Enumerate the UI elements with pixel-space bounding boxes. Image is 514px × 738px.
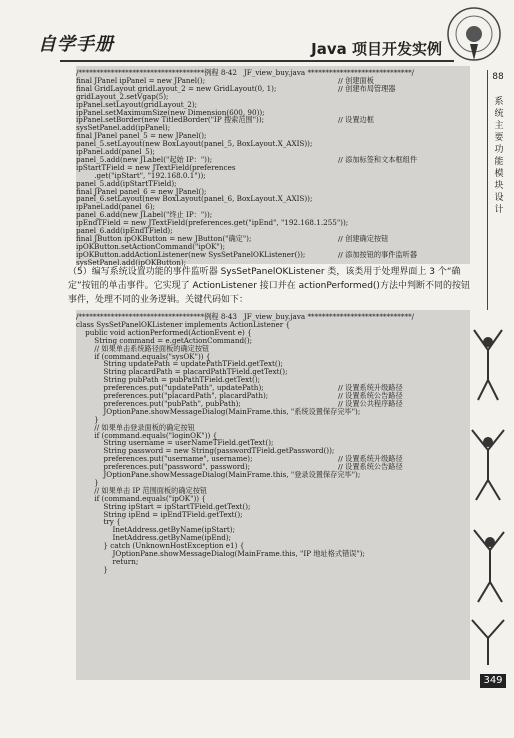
code-text: String placardPath = placardPathTField.getText(); [76, 367, 288, 377]
code-text: try { [76, 517, 121, 527]
code-text: ipOKButton.addActionListener(new SysSetPanelOKListener()); [76, 249, 306, 259]
code-text: } [76, 477, 99, 487]
code-text: ipPanel.add(panel_6); [76, 202, 155, 212]
code-text: gridLayout_2.setVgap(5); [76, 91, 169, 101]
code-text: JOptionPane.showMessageDialog(MainFrame.this, "IP 地址格式错误"); [76, 549, 365, 558]
code-text: preferences.put("updatePath", updatePath); [76, 383, 264, 393]
book-title: Java 项目开发实例 [311, 40, 442, 58]
code-text: String ipStart = ipStartTField.getText(); [76, 501, 251, 511]
code-text: public void actionPerformed(ActionEvent e) { [76, 327, 252, 337]
code-text: preferences.put("username", username); [76, 454, 253, 464]
page-number: 349 [480, 674, 506, 688]
code-text: InetAddress.getByName(ipStart); [76, 525, 235, 535]
side-section-title: 系统主要功能模块设计 [494, 97, 504, 215]
code-text: ipPanel.setBorder(new TitledBorder("IP 搜索范围")); [76, 115, 265, 125]
code-text: preferences.put("pubPath", pubPath); [76, 398, 241, 408]
code-text: final JButton ipOKButton = new JButton("确定"); [76, 233, 252, 243]
code-text: String ipEnd = ipEndTField.getText(); [76, 509, 243, 519]
code-comment: // 设置边框 [338, 115, 374, 125]
code-text: String password = new String(passwordTField.getPassword()); [76, 446, 335, 456]
code-text: InetAddress.getByName(ipEnd); [76, 533, 232, 543]
code-text: } [76, 564, 108, 574]
code-text: ipPanel.setLayout(gridLayout_2); [76, 99, 198, 109]
code-text: // 如果单击 IP 范围面板的确定按钮 [76, 485, 208, 495]
code-comment: // 设置系统升级路径 [338, 383, 403, 393]
code-comment: // 设置公共程序路径 [338, 398, 403, 408]
code-text: // 如果单击登录面板的确定按钮 [76, 422, 195, 432]
decorative-figures [464, 320, 512, 680]
code-comment: // 添加标签和文本框组件 [338, 154, 418, 164]
side-page-ref: 88 [492, 72, 504, 82]
code-text: panel_5.setLayout(new BoxLayout(panel_5, BoxLayout.X_AXIS)); [76, 139, 313, 149]
code-text: final JPanel panel_5 = new JPanel(); [76, 131, 207, 141]
code-text: sysSetPanel.add(ipOKButton); [76, 257, 187, 267]
code-text: .get("ipStart", "192.168.0.1")); [76, 170, 206, 180]
code-comment: // 添加按钮的事件监听器 [338, 249, 418, 259]
code-text: sysSetPanel.add(ipPanel); [76, 123, 171, 133]
code-text: final JPanel ipPanel = new JPanel(); [76, 75, 206, 85]
page-header [0, 0, 514, 66]
code-line [76, 565, 470, 574]
code-text: String updatePath = updatePathTField.getText(); [76, 359, 283, 369]
code-text: preferences.put("placardPath", placardPath); [76, 391, 269, 400]
code-text: ipPanel.add(panel_5); [76, 147, 155, 156]
code-text: ipStartTField = new JTextField(preferences [76, 162, 236, 172]
code-text: class SysSetPanelOKListener implements ActionListener { [76, 319, 291, 329]
code-comment: // 创建确定按钮 [338, 233, 389, 243]
code-text: if (command.equals("loginOK")) { [76, 430, 218, 440]
code-text: /***********************************例程 8-42 JF_view_buy.java *****************************/ [76, 68, 415, 77]
code-comment: // 创建面板 [338, 75, 374, 85]
code-comment: // 设置系统公告路径 [338, 391, 403, 400]
peacock-illustration [444, 4, 506, 66]
code-text: panel_5.add(ipStartTField); [76, 178, 177, 188]
code-text: } [76, 414, 99, 424]
code-text: preferences.put("password", password); [76, 462, 251, 472]
code-text: ipEndTField = new JTextField(preferences.get("ipEnd", "192.168.1.255")); [76, 218, 349, 228]
code-text: if (command.equals("sysOK")) { [76, 351, 211, 361]
code-text: final GridLayout gridLayout_2 = new GridLayout(0, 1); [76, 83, 277, 93]
series-logo: 自学手册 [38, 34, 114, 55]
code-text: if (command.equals("ipOK")) { [76, 493, 206, 503]
code-text: /***********************************例程 8-43 JF_view_buy.java *****************************/ [76, 312, 415, 321]
body-paragraph: （5）编写系统设置功能的事件监听器 SysSetPanelOKListener 类，该类用于处理界面上 3 个“确定”按钮的单击事件。它实现了 ActionListener 接口并在 actionPerformed()方法中判断不同的按钮事件，处理不同的业务逻辑。关键代码如下： [68, 267, 470, 305]
code-text: JOptionPane.showMessageDialog(MainFrame.this, "登录设置保存完毕"); [76, 470, 361, 479]
code-block-8-42 [76, 66, 470, 267]
code-comment: // 设置系统公告路径 [338, 462, 403, 472]
code-block-8-43 [76, 310, 470, 680]
header-rule [60, 60, 454, 62]
code-text: // 如果单击系统路径面板的确定按钮 [76, 343, 210, 353]
code-comment: // 创建布局管理器 [338, 83, 396, 93]
code-text: final JPanel panel_6 = new JPanel(); [76, 186, 207, 196]
code-text: panel_6.add(new JLabel("终止 IP：")); [76, 210, 213, 220]
code-text: panel_6.setLayout(new BoxLayout(panel_6, BoxLayout.X_AXIS)); [76, 194, 313, 204]
code-text: } catch (UnknownHostException e1) { [76, 541, 245, 551]
code-text: panel_6.add(ipEndTField); [76, 226, 173, 235]
code-text: ipPanel.setMaximumSize(new Dimension(600, 90)); [76, 107, 265, 117]
code-text: String pubPath = pubPathTField.getText(); [76, 375, 261, 385]
code-comment: // 设置系统升级路径 [338, 454, 403, 464]
code-text: return; [76, 556, 139, 566]
code-text: String username = userNameTField.getText(); [76, 438, 274, 448]
code-text: panel_5.add(new JLabel("起始 IP：")); [76, 154, 213, 164]
code-text: JOptionPane.showMessageDialog(MainFrame.this, "系统设置保存完毕"); [76, 406, 361, 416]
code-text: String command = e.getActionCommand(); [76, 335, 253, 345]
code-text: ipOKButton.setActionCommand("ipOK"); [76, 241, 226, 251]
